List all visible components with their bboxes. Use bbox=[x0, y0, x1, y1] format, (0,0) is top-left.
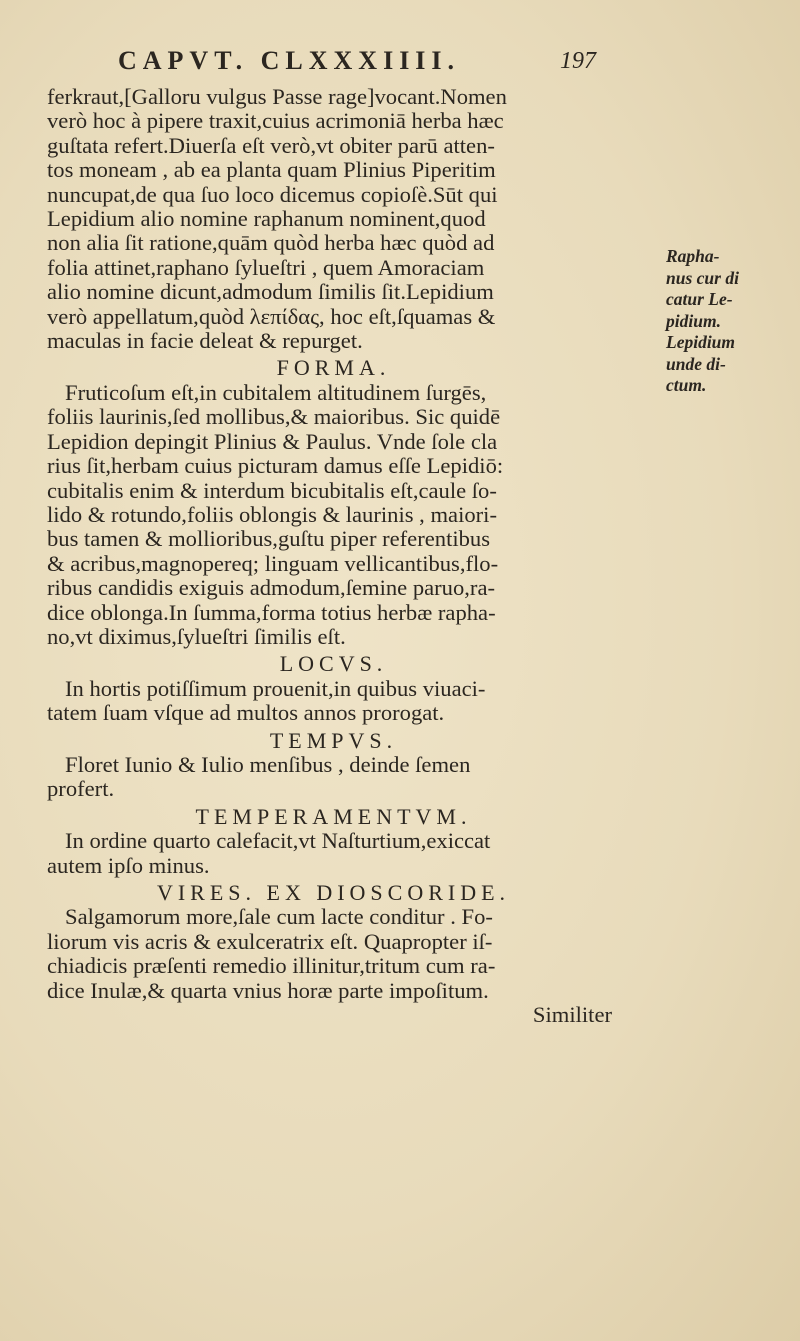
text-line: foliis laurinis,ſed mollibus,& maioribus. Sic quidē bbox=[47, 404, 501, 430]
text-line: Lepidium alio nomine raphanum nominent,quod bbox=[47, 206, 486, 232]
text-line: nuncupat,de qua ſuo loco dicemus copioſè.Sūt qui bbox=[47, 181, 498, 207]
text-line: dice Inulæ,& quarta vnius horæ parte impoſitum. bbox=[47, 977, 489, 1003]
text-line: maculas in facie deleat & repurget. bbox=[47, 328, 363, 354]
text-line: Salgamorum more,ſale cum lacte conditur . Fo- bbox=[65, 904, 493, 930]
text-line: tos moneam , ab ea planta quam Plinius Piperitim bbox=[47, 157, 496, 183]
text-line: lido & rotundo,foliis oblongis & laurinis , maiori- bbox=[47, 501, 497, 527]
margin-line: ctum. bbox=[666, 375, 707, 395]
section-heading-temperamentum: TEMPERAMENTVM. bbox=[195, 803, 472, 829]
margin-line: Rapha- bbox=[666, 246, 720, 266]
text-line: chiadicis præſenti remedio illinitur,tritum cum ra- bbox=[47, 953, 496, 979]
text-line: no,vt diximus,ſylueſtri ſimilis eſt. bbox=[47, 623, 346, 649]
margin-line: Lepidium bbox=[666, 332, 736, 352]
margin-line: catur Le- bbox=[666, 289, 733, 309]
text-line: Fruticoſum eſt,in cubitalem altitudinem ſurgēs, bbox=[65, 379, 487, 405]
text-line: tatem ſuam vſque ad multos annos prorogat. bbox=[47, 700, 445, 726]
text-line: Floret Iunio & Iulio menſibus , deinde ſemen bbox=[65, 751, 471, 777]
margin-line: pidium. bbox=[666, 310, 721, 331]
text-line: ribus candidis exiguis admodum,ſemine paruo,ra- bbox=[47, 575, 496, 601]
text-line: guſtata refert.Diuerſa eſt verò,vt obiter parū atten- bbox=[47, 132, 495, 158]
text-line: bus tamen & mollioribus,guſtu piper referentibus bbox=[47, 526, 491, 552]
text-line: autem ipſo minus. bbox=[47, 852, 210, 878]
marginal-note bbox=[666, 246, 762, 397]
section-heading-forma: FORMA. bbox=[276, 355, 391, 381]
section-heading-vires: VIRES. EX DIOSCORIDE. bbox=[156, 880, 511, 905]
text-line: non alia ſit ratione,quām quòd herba hæc quòd ad bbox=[47, 230, 495, 256]
text-line: alio nomine dicunt,admodum ſimilis ſit.Lepidium bbox=[47, 279, 494, 305]
section-heading-locus: LOCVS. bbox=[279, 651, 388, 677]
text-line: cubitalis enim & interdum bicubitalis eſt,caule ſo- bbox=[47, 477, 497, 503]
text-line: In hortis potiſſimum prouenit,in quibus viuaci- bbox=[65, 675, 486, 701]
text-line: verò hoc à pipere traxit,cuius acrimoniā herba hæc bbox=[47, 108, 504, 134]
text-line: In ordine quarto calefacit,vt Naſturtium,exiccat bbox=[65, 828, 491, 854]
margin-line: unde di- bbox=[666, 353, 726, 374]
running-head: CAPVT. CLXXXIIII. bbox=[118, 46, 461, 75]
page-number: 197 bbox=[560, 48, 596, 74]
page-header bbox=[118, 46, 618, 76]
text-line: folia attinet,raphano ſylueſtri , quem Amoraciam bbox=[47, 254, 485, 280]
text-line: & acribus,magnopereq; linguam vellicantibus,flo- bbox=[47, 550, 499, 576]
text-line: verò appellatum,quòd λεπίδας, hoc eſt,ſquamas & bbox=[47, 303, 496, 329]
text-line: rius ſit,herbam cuius picturam damus eſſe Lepidiō: bbox=[47, 453, 504, 479]
catchword: Similiter bbox=[532, 1002, 612, 1028]
text-line: liorum vis acris & exulceratrix eſt. Quapropter iſ- bbox=[47, 928, 493, 954]
margin-line: nus cur di bbox=[666, 267, 739, 288]
text-line: profert. bbox=[47, 776, 115, 802]
text-line: dice oblonga.In ſumma,forma totius herbæ rapha- bbox=[47, 599, 496, 625]
main-text-column bbox=[47, 85, 620, 1027]
section-heading-tempus: TEMPVS. bbox=[269, 727, 398, 753]
text-line: Lepidion depingit Plinius & Paulus. Vnde ſole cla bbox=[47, 428, 498, 454]
text-line: ferkraut,[Galloru vulgus Passe rage]vocant.Nomen bbox=[47, 84, 507, 109]
